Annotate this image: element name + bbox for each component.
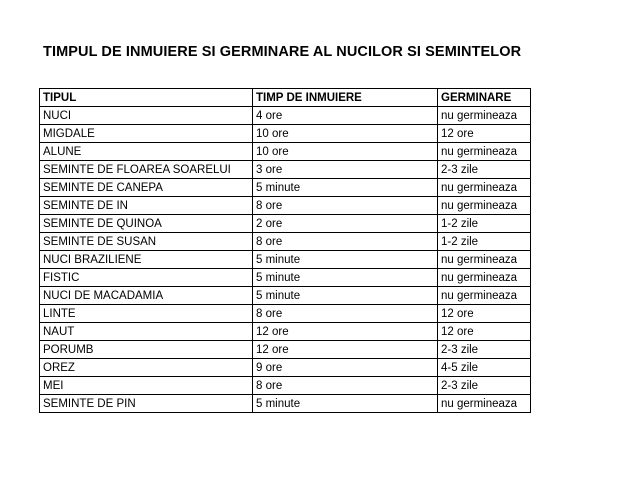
cell-soaking-time: 10 ore [253, 143, 438, 161]
cell-germination: 2-3 zile [438, 161, 531, 179]
cell-germination: 1-2 zile [438, 215, 531, 233]
table-row [40, 323, 531, 341]
table-row [40, 197, 531, 215]
table-row [40, 269, 531, 287]
table-row [40, 341, 531, 359]
cell-soaking-time: 5 minute [253, 269, 438, 287]
cell-soaking-time: 5 minute [253, 251, 438, 269]
cell-soaking-time: 8 ore [253, 233, 438, 251]
table-row [40, 161, 531, 179]
table-row [40, 107, 531, 125]
cell-germination: nu germineaza [438, 287, 531, 305]
cell-type: MEI [40, 377, 253, 395]
cell-soaking-time: 8 ore [253, 377, 438, 395]
cell-germination: nu germineaza [438, 143, 531, 161]
cell-germination: 2-3 zile [438, 341, 531, 359]
column-header-type: TIPUL [40, 89, 253, 107]
cell-germination: 12 ore [438, 125, 531, 143]
cell-soaking-time: 3 ore [253, 161, 438, 179]
cell-type: SEMINTE DE PIN [40, 395, 253, 413]
table-row [40, 215, 531, 233]
cell-soaking-time: 10 ore [253, 125, 438, 143]
cell-soaking-time: 12 ore [253, 323, 438, 341]
table-row [40, 377, 531, 395]
column-header-germination: GERMINARE [438, 89, 531, 107]
cell-soaking-time: 5 minute [253, 395, 438, 413]
cell-type: OREZ [40, 359, 253, 377]
table-row [40, 179, 531, 197]
cell-type: SEMINTE DE IN [40, 197, 253, 215]
cell-type: ALUNE [40, 143, 253, 161]
cell-type: SEMINTE DE QUINOA [40, 215, 253, 233]
cell-soaking-time: 4 ore [253, 107, 438, 125]
table-header [40, 89, 531, 107]
cell-type: LINTE [40, 305, 253, 323]
cell-soaking-time: 2 ore [253, 215, 438, 233]
table-row [40, 125, 531, 143]
cell-type: SEMINTE DE SUSAN [40, 233, 253, 251]
cell-soaking-time: 8 ore [253, 305, 438, 323]
cell-germination: 2-3 zile [438, 377, 531, 395]
page-title: TIMPUL DE INMUIERE SI GERMINARE AL NUCILOR SI SEMINTELOR [43, 44, 522, 60]
cell-type: PORUMB [40, 341, 253, 359]
cell-soaking-time: 12 ore [253, 341, 438, 359]
cell-germination: 1-2 zile [438, 233, 531, 251]
table-body [40, 107, 531, 413]
table-row [40, 287, 531, 305]
cell-germination: nu germineaza [438, 251, 531, 269]
cell-germination: nu germineaza [438, 179, 531, 197]
cell-type: SEMINTE DE CANEPA [40, 179, 253, 197]
table-row [40, 251, 531, 269]
cell-type: NAUT [40, 323, 253, 341]
cell-soaking-time: 5 minute [253, 179, 438, 197]
cell-type: MIGDALE [40, 125, 253, 143]
table-row [40, 359, 531, 377]
column-header-soaking-time: TIMP DE INMUIERE [253, 89, 438, 107]
cell-germination: 4-5 zile [438, 359, 531, 377]
cell-germination: nu germineaza [438, 269, 531, 287]
table-row [40, 305, 531, 323]
cell-germination: 12 ore [438, 323, 531, 341]
cell-germination: nu germineaza [438, 395, 531, 413]
cell-soaking-time: 9 ore [253, 359, 438, 377]
cell-soaking-time: 5 minute [253, 287, 438, 305]
cell-germination: nu germineaza [438, 107, 531, 125]
cell-type: SEMINTE DE FLOAREA SOARELUI [40, 161, 253, 179]
table-row [40, 233, 531, 251]
table-row [40, 143, 531, 161]
cell-type: NUCI [40, 107, 253, 125]
cell-soaking-time: 8 ore [253, 197, 438, 215]
cell-germination: nu germineaza [438, 197, 531, 215]
soaking-germination-table [39, 88, 531, 413]
header-row [40, 89, 531, 107]
cell-type: NUCI DE MACADAMIA [40, 287, 253, 305]
table-row [40, 395, 531, 413]
cell-type: NUCI BRAZILIENE [40, 251, 253, 269]
cell-germination: 12 ore [438, 305, 531, 323]
cell-type: FISTIC [40, 269, 253, 287]
